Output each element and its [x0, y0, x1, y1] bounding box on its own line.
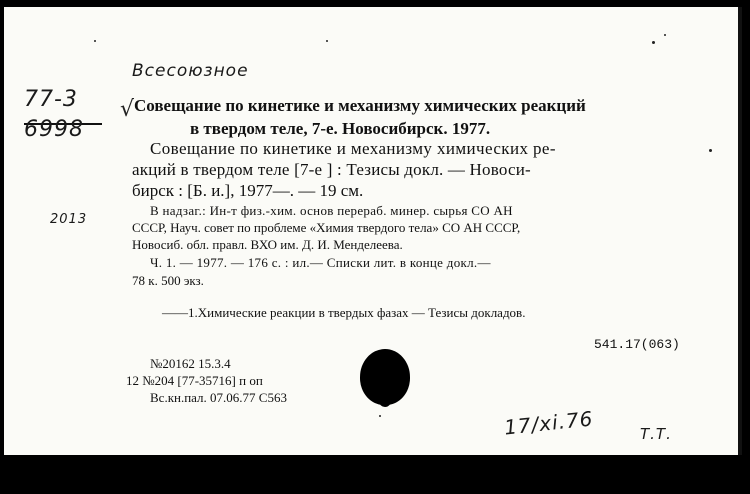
footer-line-2: 12 №204 [77-35716] п оп	[126, 373, 263, 388]
punch-hole	[360, 349, 410, 405]
check-mark-icon: √	[120, 97, 135, 122]
body-line-2: акций в твердом теле [7-е ] : Тезисы докл. — Новоси-	[132, 160, 531, 179]
note-line-2: СССР, Науч. совет по проблеме «Химия твердого тела» СО АН СССР,	[132, 220, 521, 235]
note-line-1: В надзаг.: Ин-т физ.-хим. основ перераб. минер. сырья СО АН	[150, 203, 513, 218]
speck	[709, 149, 712, 152]
handwritten-initials: Т.Т.	[640, 425, 672, 443]
speck	[326, 40, 328, 42]
speck	[652, 41, 655, 44]
catalog-card	[4, 7, 742, 455]
note-line-4: Ч. 1. — 1977. — 176 с. : ил.— Списки лит. в конце докл.—	[150, 255, 491, 270]
body-line-1: Совещание по кинетике и механизму химических ре-	[150, 139, 556, 158]
handwritten-bottom-mark: 17/хі.76	[502, 406, 595, 440]
call-number-bottom: 6998	[24, 117, 84, 142]
classification-code: 541.17(063)	[594, 337, 680, 352]
footer-line-3: Вс.кн.пал. 07.06.77 С563	[150, 390, 287, 405]
body-line-3: бирск : [Б. и.], 1977—. — 19 см.	[132, 181, 364, 200]
heading-line-1: Совещание по кинетике и механизму химических реакций	[134, 96, 586, 115]
speck	[379, 415, 381, 417]
speck	[664, 34, 666, 36]
subject-heading: ——1.Химические реакции в твердых фазах — Тезисы докладов.	[162, 305, 526, 320]
speck	[94, 40, 96, 42]
margin-mark: 2013	[50, 212, 88, 227]
handwritten-top-word: Всесоюзное	[132, 61, 249, 81]
note-line-3: Новосиб. обл. правл. ВХО им. Д. И. Менделеева.	[132, 237, 403, 252]
footer-line-1: №20162 15.3.4	[150, 356, 231, 371]
call-number-top: 77-3	[24, 87, 78, 112]
note-line-5: 78 к. 500 экз.	[132, 273, 204, 288]
heading-line-2: в твердом теле, 7-е. Новосибирск. 1977.	[190, 119, 491, 138]
